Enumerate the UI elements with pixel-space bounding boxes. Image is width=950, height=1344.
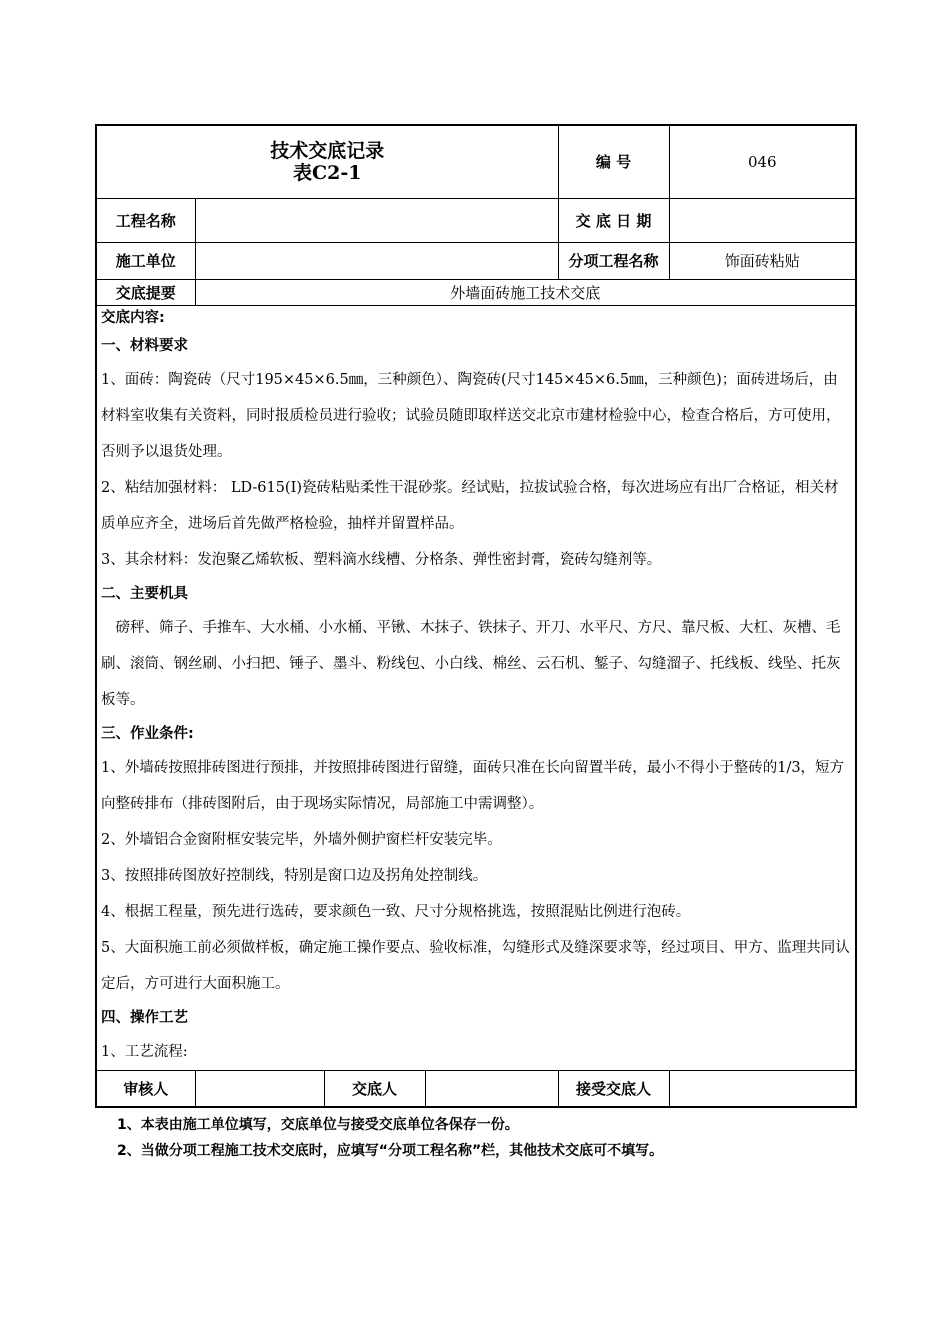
conditions-item-5: 5、大面积施工前必须做样板，确定施工操作要点、验收标准，勾缝形式及缝深要求等，经过项目、甲方、监理共同认定后，方可进行大面积施工。: [101, 939, 850, 992]
date-label: 交 底 日 期: [558, 198, 669, 242]
construction-unit-value[interactable]: [195, 242, 558, 279]
materials-item-1: 1、面砖：陶瓷砖（尺寸195×45×6.5㎜，三种颜色）、陶瓷砖(尺寸145×45×6.5㎜，三种颜色)；面砖进场后，由材料室收集有关资料，同时报质检员进行验收；试验员随即取样送交北京市建材检验中心，检查合格后，方可使用，否则予以退货处理。: [101, 371, 841, 460]
section-conditions-title: 三、作业条件:: [101, 725, 194, 742]
conditions-item-4: 4、根据工程量，预先进行选砖，要求颜色一致、尺寸分规格挑选，按照混贴比例进行泡砖。: [101, 903, 691, 920]
construction-unit-label: 施工单位: [96, 242, 195, 279]
process-item-1: 1、工艺流程:: [101, 1043, 188, 1060]
materials-item-3: 3、其余材料：发泡聚乙烯软板、塑料滴水线槽、分格条、弹性密封膏，瓷砖勾缝剂等。: [101, 551, 662, 568]
project-row: [96, 198, 856, 242]
presenter-value[interactable]: [425, 1070, 558, 1107]
header-row: [96, 125, 856, 198]
project-name-value[interactable]: [195, 198, 558, 242]
form-title-code: 表C2-1: [293, 161, 362, 184]
sub-project-value[interactable]: 饰面砖粘贴: [669, 242, 856, 279]
form-title-main: 技术交底记录: [270, 139, 385, 162]
conditions-item-3: 3、按照排砖图放好控制线，特别是窗口边及拐角处控制线。: [101, 867, 488, 884]
summary-label: 交底提要: [96, 279, 195, 305]
content-intro: 交底内容:: [101, 309, 165, 326]
signature-row: [96, 1070, 856, 1107]
footnotes: [95, 1112, 855, 1164]
form-table: [95, 124, 857, 1108]
form-title: [96, 125, 558, 198]
number-label: 编 号: [558, 125, 669, 198]
content-row: [96, 305, 856, 1070]
unit-row: [96, 242, 856, 279]
receiver-label: 接受交底人: [558, 1070, 669, 1107]
section-tools-title: 二、主要机具: [101, 585, 188, 602]
reviewer-value[interactable]: [195, 1070, 324, 1107]
conditions-item-2: 2、外墙铝合金窗附框安装完毕，外墙外侧护窗栏杆安装完毕。: [101, 831, 502, 848]
footnote-2: 2、当做分项工程施工技术交底时，应填写“分项工程名称”栏，其他技术交底可不填写。: [117, 1143, 664, 1159]
technical-briefing-form: [95, 124, 855, 1164]
summary-row: [96, 279, 856, 305]
conditions-item-1: 1、外墙砖按照排砖图进行预排，并按照排砖图进行留缝，面砖只准在长向留置半砖，最小不得小于整砖的1/3，短方向整砖排布（排砖图附后，由于现场实际情况，局部施工中需调整）。: [101, 759, 845, 812]
section-process-title: 四、操作工艺: [101, 1009, 188, 1026]
materials-item-2: 2、粘结加强材料： LD-615(Ⅰ)瓷砖粘贴柔性干混砂浆。经试贴，拉拔试验合格，每次进场应有出厂合格证，相关材质单应齐全，进场后首先做严格检验，抽样并留置样品。: [101, 479, 839, 532]
sub-project-label: 分项工程名称: [558, 242, 669, 279]
number-value[interactable]: 046: [669, 125, 856, 198]
date-value[interactable]: [669, 198, 856, 242]
reviewer-label: 审核人: [96, 1070, 195, 1107]
presenter-label: 交底人: [324, 1070, 425, 1107]
section-materials-title: 一、材料要求: [101, 337, 188, 354]
tools-list: 磅秤、筛子、手推车、大水桶、小水桶、平锹、木抹子、铁抹子、开刀、水平尺、方尺、靠尺板、大杠、灰槽、毛刷、滚筒、钢丝刷、小扫把、锤子、墨斗、粉线包、小白线、棉丝、云石机、錾子、勾缝溜子、托线板、线坠、托灰板等。: [101, 619, 841, 708]
briefing-content: [96, 305, 856, 1070]
receiver-value[interactable]: [669, 1070, 856, 1107]
summary-value[interactable]: 外墙面砖施工技术交底: [195, 279, 856, 305]
project-name-label: 工程名称: [96, 198, 195, 242]
footnote-1: 1、本表由施工单位填写，交底单位与接受交底单位各保存一份。: [117, 1117, 519, 1133]
